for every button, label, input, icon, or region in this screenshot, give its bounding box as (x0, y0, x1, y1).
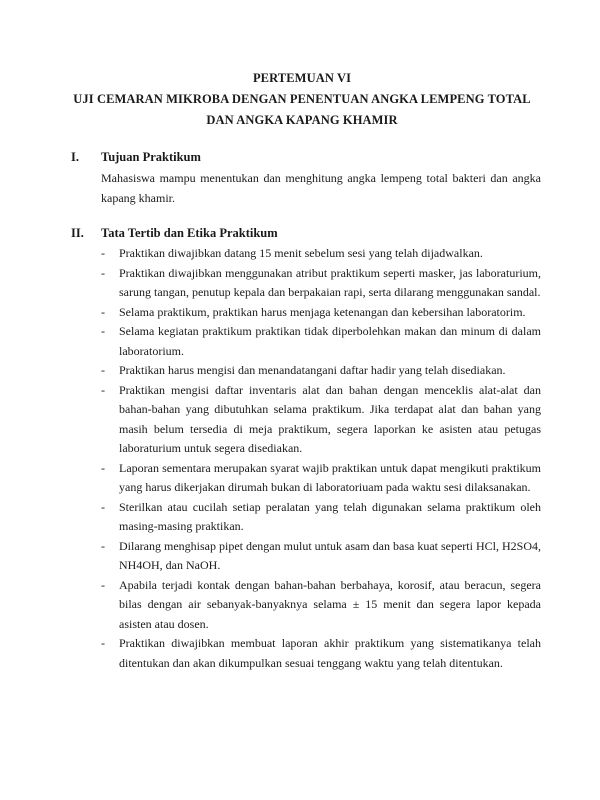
list-item (71, 498, 541, 537)
title-line-1: PERTEMUAN VI (252, 71, 352, 85)
section-tata-tertib (71, 224, 541, 673)
title-line-3: DAN ANGKA KAPANG KHAMIR (206, 113, 398, 127)
section-paragraph: Mahasiswa mampu menentukan dan menghitung angka lempeng total bakteri dan angka kapang khamir. (101, 171, 541, 205)
bullet-marker: - (101, 577, 105, 592)
list-item-text: Praktikan harus mengisi dan menandatangani daftar hadir yang telah disediakan. (119, 363, 506, 377)
document-title (70, 68, 534, 131)
section-number: I. (71, 150, 79, 164)
bullet-marker: - (101, 363, 105, 377)
list-item (71, 537, 541, 576)
list-item-text: Selama kegiatan praktikum praktikan tidak diperbolehkan makan dan minum di dalam laboratorium. (119, 324, 541, 358)
bullet-marker: - (101, 636, 105, 650)
section-title: Tujuan Praktikum (101, 150, 201, 164)
title-line-2: UJI CEMARAN MIKROBA DENGAN PENENTUAN ANGKA LEMPENG TOTAL (73, 92, 531, 106)
bullet-marker: - (101, 538, 105, 553)
list-item (71, 361, 541, 381)
list-item-text: Praktikan diwajibkan membuat laporan akhir praktikum yang sistematikanya telah ditentukan dan akan dikumpulkan sesuai tenggang waktu yang telah ditentukan. (119, 636, 541, 670)
list-item (71, 634, 541, 673)
bullet-marker: - (101, 265, 105, 280)
list-item-text: Praktikan diwajibkan datang 15 menit sebelum sesi yang telah dijadwalkan. (119, 246, 483, 260)
bullet-marker: - (101, 499, 105, 514)
list-item (71, 459, 541, 498)
section-heading (71, 224, 541, 242)
bullet-marker: - (101, 324, 105, 338)
list-item (71, 381, 541, 459)
list-item (71, 322, 541, 361)
bullet-marker: - (101, 246, 105, 260)
rules-list (71, 244, 541, 673)
section-title: Tata Tertib dan Etika Praktikum (101, 226, 278, 240)
list-item (71, 244, 541, 264)
bullet-marker: - (101, 460, 105, 475)
list-item-text: Praktikan diwajibkan menggunakan atribut praktikum seperti masker, jas laboraturium, sarung tangan, penutup kepala dan berpakaian rapi, serta dilarang menggunakan sandal. (119, 265, 541, 299)
list-item (71, 303, 541, 323)
bullet-marker: - (101, 382, 105, 397)
list-item-text: Dilarang menghisap pipet dengan mulut untuk asam dan basa kuat seperti HCl, H2SO4, NH4OH, dan NaOH. (119, 538, 541, 572)
bullet-marker: - (101, 304, 105, 319)
list-item-text: Laporan sementara merupakan syarat wajib praktikan untuk dapat mengikuti praktikum yang harus dikerjakan dirumah bukan di laboratoriuam pada waktu sesi dilaksanakan. (119, 460, 541, 494)
list-item-text: Apabila terjadi kontak dengan bahan-bahan berbahaya, korosif, atau beracun, segera bilas dengan air sebanyak-banyaknya selama ± 15 menit dan segera lapor kepada asisten atau dosen. (119, 577, 541, 631)
list-item (71, 264, 541, 303)
list-item (71, 576, 541, 635)
list-item-text: Selama praktikum, praktikan harus menjaga ketenangan dan kebersihan laboratorim. (119, 304, 526, 319)
section-tujuan (71, 148, 541, 208)
list-item-text: Sterilkan atau cucilah setiap peralatan yang telah digunakan selama praktikum oleh masing-masing praktikan. (119, 499, 541, 533)
list-item-text: Praktikan mengisi daftar inventaris alat dan bahan dengan menceklis alat-alat dan bahan-bahan yang dibutuhkan selama praktikum. Jika terdapat alat dan bahan yang masih belum tersedia di meja praktikum, segera laporkan ke asisten atau petugas laboraturium untuk segera disediakan. (119, 382, 541, 455)
section-heading (71, 148, 541, 166)
section-number: II. (71, 226, 84, 240)
